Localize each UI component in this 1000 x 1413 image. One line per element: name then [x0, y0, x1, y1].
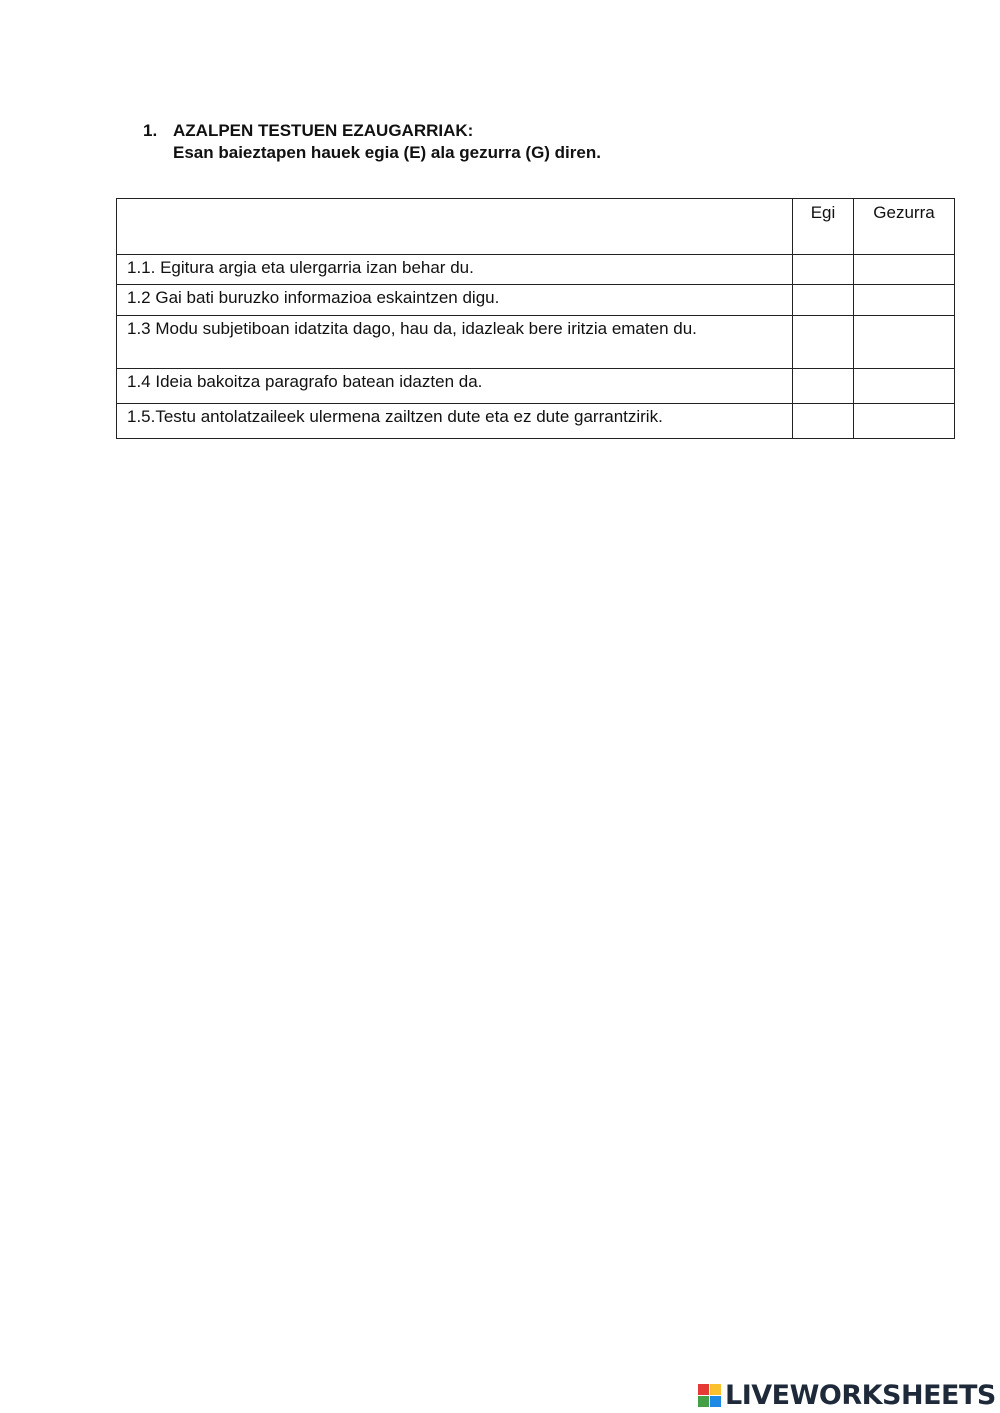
egi-answer-cell[interactable]: [793, 255, 854, 285]
true-false-table: [116, 198, 955, 439]
logo-square: [698, 1396, 709, 1407]
egi-column-header: Egi: [793, 199, 854, 255]
egi-answer-cell[interactable]: [793, 316, 854, 369]
exercise-title-line: [143, 120, 601, 142]
gezurra-answer-cell[interactable]: [854, 404, 955, 439]
statement-cell: 1.2 Gai bati buruzko informazioa eskaintzen digu.: [117, 285, 793, 316]
statement-cell: 1.4 Ideia bakoitza paragrafo batean idazten da.: [117, 369, 793, 404]
egi-answer-cell[interactable]: [793, 369, 854, 404]
exercise-number: 1.: [143, 121, 158, 140]
table-row: [117, 316, 955, 369]
table-row: [117, 404, 955, 439]
egi-answer-cell[interactable]: [793, 404, 854, 439]
gezurra-answer-cell[interactable]: [854, 285, 955, 316]
table-row: [117, 255, 955, 285]
statement-cell: 1.3 Modu subjetiboan idatzita dago, hau da, idazleak bere iritzia ematen du.: [117, 316, 793, 369]
table-row: [117, 369, 955, 404]
logo-square: [698, 1384, 709, 1395]
gezurra-answer-cell[interactable]: [854, 255, 955, 285]
logo-square: [710, 1396, 721, 1407]
gezurra-column-header: Gezurra: [854, 199, 955, 255]
egi-answer-cell[interactable]: [793, 285, 854, 316]
statement-cell: 1.1. Egitura argia eta ulergarria izan behar du.: [117, 255, 793, 285]
statement-cell: 1.5.Testu antolatzaileek ulermena zailtzen dute eta ez dute garrantzirik.: [117, 404, 793, 439]
exercise-instruction: Esan baieztapen hauek egia (E) ala gezurra (G) diren.: [173, 143, 601, 162]
gezurra-answer-cell[interactable]: [854, 316, 955, 369]
logo-square: [710, 1384, 721, 1395]
gezurra-answer-cell[interactable]: [854, 369, 955, 404]
table-row: [117, 285, 955, 316]
logo-text: LIVEWORKSHEETS: [725, 1380, 996, 1411]
liveworksheets-logo: [698, 1380, 996, 1411]
exercise-heading: [143, 120, 601, 164]
statement-column-header: [117, 199, 793, 255]
exercise-title: AZALPEN TESTUEN EZAUGARRIAK:: [173, 121, 474, 140]
logo-mark-icon: [698, 1384, 722, 1408]
table-header-row: [117, 199, 955, 255]
